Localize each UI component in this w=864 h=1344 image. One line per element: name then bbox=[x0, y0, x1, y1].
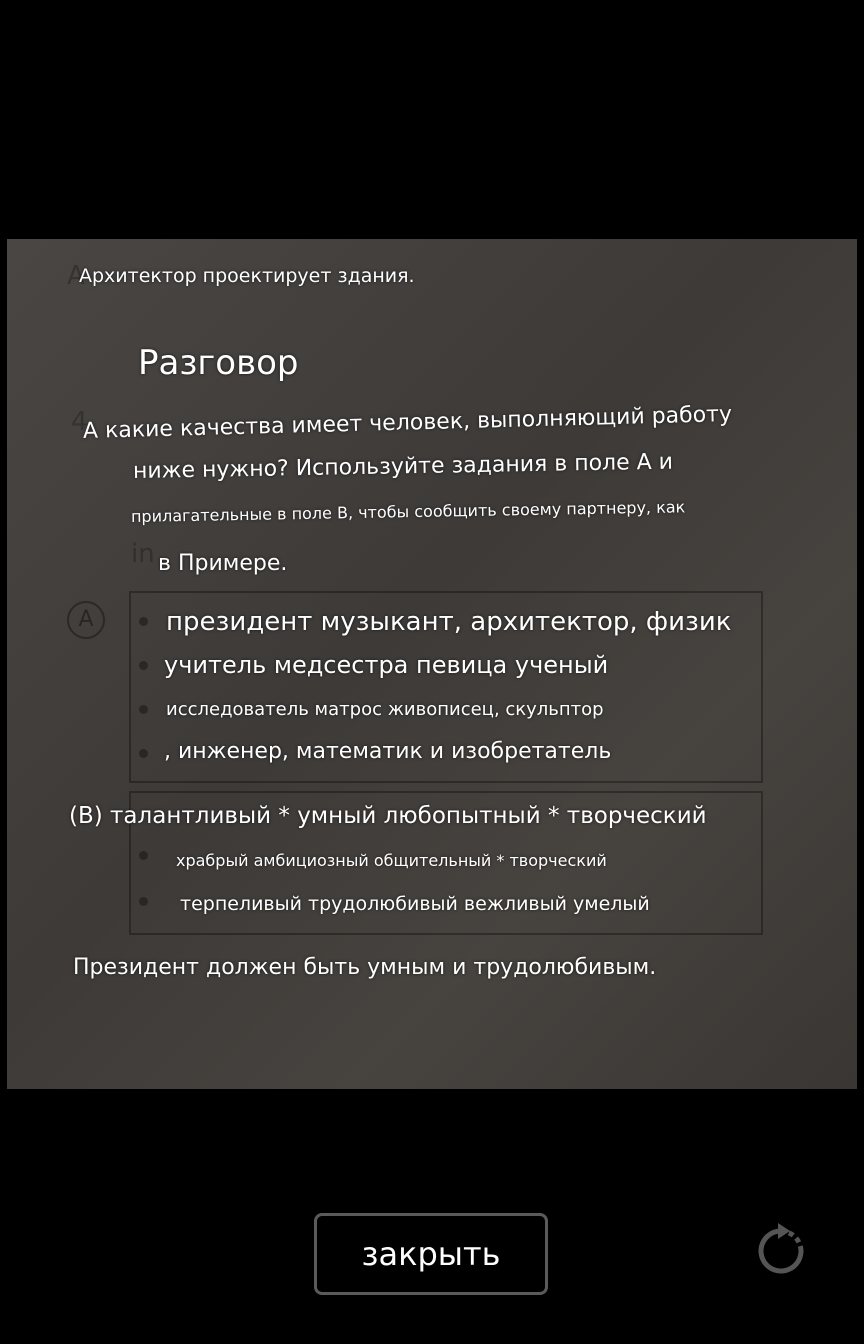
overlay-box-b-line-3: терпеливый трудолюбивый вежливый умелый bbox=[180, 893, 650, 915]
overlay-instruction-4: в Примере. bbox=[158, 551, 288, 576]
overlay-box-a-line-1: президент музыкант, архитектор, физик bbox=[166, 607, 732, 637]
bg-text: in bbox=[131, 539, 155, 569]
box-a-marker: A bbox=[67, 601, 105, 639]
bg-text: 4 bbox=[71, 407, 88, 437]
overlay-example: Президент должен быть умным и трудолюбивым. bbox=[73, 955, 657, 980]
overlay-box-b-line-1: (В) талантливый * умный любопытный * творческий bbox=[69, 803, 707, 829]
overlay-box-a-line-4: , инженер, математик и изобретатель bbox=[164, 739, 612, 764]
bullet bbox=[139, 617, 148, 626]
bullet bbox=[139, 749, 148, 758]
translated-photo bbox=[7, 239, 857, 1089]
bullet bbox=[139, 851, 148, 860]
bullet bbox=[139, 661, 148, 670]
overlay-box-a-line-3: исследователь матрос живописец, скульптор bbox=[166, 699, 604, 720]
overlay-instruction-2: ниже нужно? Используйте задания в поле А и bbox=[132, 449, 674, 484]
bullet bbox=[139, 897, 148, 906]
rotate-icon[interactable] bbox=[752, 1222, 810, 1280]
bullet bbox=[139, 705, 148, 714]
overlay-heading: Разговор bbox=[138, 343, 299, 383]
close-button[interactable]: закрыть bbox=[314, 1213, 548, 1295]
overlay-instruction-1: А какие качества имеет человек, выполняющий работу bbox=[82, 402, 733, 444]
overlay-instruction-3: прилагательные в поле В, чтобы сообщить своему партнеру, как bbox=[130, 497, 686, 526]
bg-text: A bbox=[67, 261, 85, 291]
overlay-box-a-line-2: учитель медсестра певица ученый bbox=[164, 651, 609, 679]
overlay-line-architect: Архитектор проектирует здания. bbox=[79, 265, 415, 287]
overlay-box-b-line-2: храбрый амбициозный общительный * творческий bbox=[176, 851, 607, 870]
